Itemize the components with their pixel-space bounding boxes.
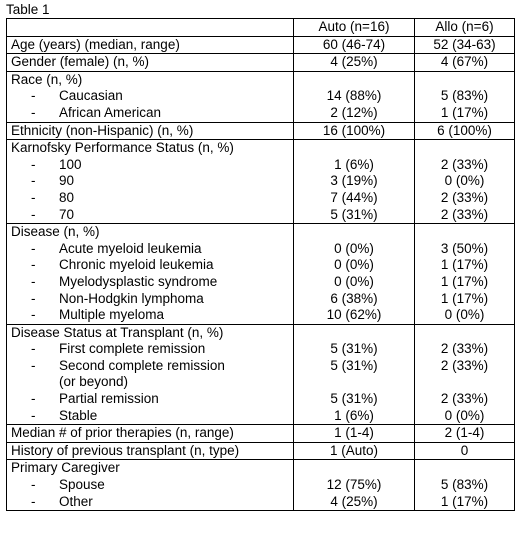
- auto-value: 4 (25%): [330, 54, 378, 70]
- sub-item: [11, 157, 289, 174]
- dash-marker: -: [31, 407, 36, 423]
- allo-value: 2 (33%): [440, 156, 489, 172]
- row-allo-cell: [415, 54, 515, 72]
- sub-item-label: Spouse: [59, 477, 105, 493]
- sub-item: [11, 391, 289, 408]
- allo-value: 2 (1-4): [444, 425, 485, 441]
- dash-marker: -: [31, 257, 36, 273]
- dash-marker: -: [31, 240, 36, 256]
- auto-value: 12 (75%): [326, 477, 382, 493]
- sub-item-label-continuation: (or beyond): [59, 374, 129, 390]
- allo-value: 1 (17%): [440, 257, 489, 273]
- auto-value: 10 (62%): [326, 307, 382, 323]
- auto-value: 0 (0%): [334, 240, 374, 256]
- row-label-cell: [7, 71, 294, 122]
- row-auto-cell: [294, 460, 415, 511]
- patient-characteristics-table: [6, 18, 515, 511]
- allo-value-empty: [419, 224, 510, 241]
- table-row: [7, 140, 515, 224]
- auto-value: 14 (88%): [326, 88, 382, 104]
- sub-item: [11, 274, 289, 291]
- allo-value: 4 (67%): [440, 54, 489, 70]
- section-title: Karnofsky Performance Status (n, %): [11, 140, 234, 156]
- sub-item-label: Non-Hodgkin lymphoma: [59, 290, 204, 306]
- auto-value: 3 (19%): [330, 173, 378, 189]
- sub-item-label: Caucasian: [59, 88, 123, 104]
- row-allo-cell: [415, 36, 515, 54]
- auto-value-empty: [298, 140, 410, 157]
- sub-item-label: Multiple myeloma: [59, 307, 165, 323]
- sub-item-label: 90: [59, 173, 75, 189]
- sub-item: [11, 341, 289, 358]
- row-label-cell: [7, 140, 294, 224]
- auto-value-empty: [298, 460, 410, 477]
- sub-item: [11, 88, 289, 105]
- sub-item: [11, 241, 289, 258]
- auto-value: 1 (1-4): [334, 425, 374, 441]
- dash-marker: -: [31, 290, 36, 306]
- table-row: [7, 425, 515, 443]
- dash-marker: -: [31, 341, 36, 357]
- row-label-cell: [7, 224, 294, 325]
- row-allo-cell: [415, 122, 515, 140]
- allo-value: 5 (83%): [440, 88, 489, 104]
- allo-value: 3 (50%): [440, 240, 489, 256]
- auto-value: 1 (6%): [334, 156, 374, 172]
- allo-value: 5 (83%): [440, 477, 489, 493]
- allo-value: 6 (100%): [437, 122, 492, 138]
- row-auto-cell: [294, 324, 415, 425]
- auto-value-empty: [298, 325, 410, 342]
- allo-value: 2 (33%): [440, 189, 489, 205]
- auto-value: 5 (31%): [330, 206, 378, 222]
- table-row: [7, 36, 515, 54]
- table-header-row: [7, 19, 515, 37]
- auto-value: 1 (6%): [334, 407, 374, 423]
- dash-marker: -: [31, 156, 36, 172]
- auto-value: 16 (100%): [322, 122, 386, 138]
- sub-item-label: 100: [59, 156, 82, 172]
- dash-marker: -: [31, 189, 36, 205]
- auto-value-empty: [298, 224, 410, 241]
- sub-item: [11, 105, 289, 122]
- allo-value: 2 (33%): [440, 391, 489, 407]
- section-title: Race (n, %): [11, 71, 83, 87]
- dash-marker: -: [31, 477, 36, 493]
- section-title: Age (years) (median, range): [11, 36, 180, 52]
- allo-value: 2 (33%): [440, 357, 489, 373]
- section-title: Disease (n, %): [11, 224, 100, 240]
- allo-value-empty: [419, 140, 510, 157]
- row-allo-cell: [415, 425, 515, 443]
- allo-value-empty: [419, 374, 510, 391]
- allo-value: 2 (33%): [440, 341, 489, 357]
- auto-value: 1 (Auto): [329, 442, 379, 458]
- allo-value: 52 (34-63): [433, 36, 496, 52]
- table-row: [7, 54, 515, 72]
- dash-marker: -: [31, 104, 36, 120]
- row-auto-cell: [294, 425, 415, 443]
- dash-marker: -: [31, 307, 36, 323]
- auto-value: 7 (44%): [330, 189, 378, 205]
- sub-item-label: Other: [59, 493, 93, 509]
- section-title: Gender (female) (n, %): [11, 54, 150, 70]
- sub-item: [11, 207, 289, 224]
- row-label-cell: [7, 122, 294, 140]
- row-auto-cell: [294, 224, 415, 325]
- section-title: Primary Caregiver: [11, 460, 120, 476]
- allo-value-empty: [419, 325, 510, 342]
- row-auto-cell: [294, 36, 415, 54]
- dash-marker: -: [31, 493, 36, 509]
- sub-item-label: 80: [59, 189, 75, 205]
- row-allo-cell: [415, 460, 515, 511]
- table-row: [7, 460, 515, 511]
- row-label-cell: [7, 425, 294, 443]
- row-label-cell: [7, 54, 294, 72]
- sub-item-label: 70: [59, 206, 75, 222]
- sub-item: [11, 358, 289, 375]
- row-auto-cell: [294, 54, 415, 72]
- auto-value-empty: [298, 72, 410, 89]
- auto-value: 6 (38%): [330, 290, 378, 306]
- table-row: [7, 224, 515, 325]
- section-title: Median # of prior therapies (n, range): [11, 425, 234, 441]
- dash-marker: -: [31, 173, 36, 189]
- auto-value: 4 (25%): [330, 493, 378, 509]
- row-label-cell: [7, 460, 294, 511]
- table-row: [7, 122, 515, 140]
- row-label-cell: [7, 324, 294, 425]
- header-cell-label: [7, 19, 294, 37]
- allo-value: 1 (17%): [440, 493, 489, 509]
- section-title: History of previous transplant (n, type): [11, 442, 240, 458]
- allo-value: 0: [460, 442, 469, 458]
- table-body: [7, 19, 515, 511]
- allo-value: 1 (17%): [440, 104, 489, 120]
- table-row: [7, 324, 515, 425]
- header-cell-allo: Allo (n=6): [415, 19, 515, 37]
- row-label-cell: [7, 442, 294, 460]
- auto-value: 0 (0%): [334, 273, 374, 289]
- sub-item: [11, 190, 289, 207]
- sub-item: [11, 291, 289, 308]
- auto-value-empty: [298, 374, 410, 391]
- auto-value: 0 (0%): [334, 257, 374, 273]
- allo-value: 0 (0%): [444, 407, 485, 423]
- table-row: [7, 442, 515, 460]
- sub-item-label: Second complete remission: [59, 357, 225, 373]
- allo-value: 2 (33%): [440, 206, 489, 222]
- sub-item: [11, 173, 289, 190]
- row-allo-cell: [415, 140, 515, 224]
- allo-value: 0 (0%): [444, 307, 485, 323]
- dash-marker: -: [31, 206, 36, 222]
- sub-item-label: Stable: [59, 407, 98, 423]
- auto-value: 60 (46-74): [322, 36, 386, 52]
- header-cell-auto: Auto (n=16): [294, 19, 415, 37]
- table-caption: Table 1: [6, 2, 50, 17]
- allo-value-empty: [419, 460, 510, 477]
- allo-value-empty: [419, 72, 510, 89]
- auto-value: 5 (31%): [330, 341, 378, 357]
- dash-marker: -: [31, 391, 36, 407]
- sub-item-label: African American: [59, 104, 162, 120]
- auto-value: 2 (12%): [330, 104, 378, 120]
- row-allo-cell: [415, 71, 515, 122]
- sub-item-label: First complete remission: [59, 341, 206, 357]
- sub-item: [11, 408, 289, 425]
- row-auto-cell: [294, 122, 415, 140]
- auto-value: 5 (31%): [330, 391, 378, 407]
- sub-item: [11, 494, 289, 511]
- row-label-cell: [7, 36, 294, 54]
- section-title: Disease Status at Transplant (n, %): [11, 324, 224, 340]
- row-auto-cell: [294, 140, 415, 224]
- section-title: Ethnicity (non-Hispanic) (n, %): [11, 122, 194, 138]
- allo-value: 1 (17%): [440, 290, 489, 306]
- row-allo-cell: [415, 442, 515, 460]
- row-allo-cell: [415, 224, 515, 325]
- dash-marker: -: [31, 88, 36, 104]
- table-row: [7, 71, 515, 122]
- sub-item-label: Myelodysplastic syndrome: [59, 273, 218, 289]
- sub-item-label: Chronic myeloid leukemia: [59, 257, 214, 273]
- row-auto-cell: [294, 442, 415, 460]
- sub-item: [11, 257, 289, 274]
- sub-item-label: Acute myeloid leukemia: [59, 240, 202, 256]
- dash-marker: -: [31, 357, 36, 373]
- auto-value: 5 (31%): [330, 357, 378, 373]
- sub-item: [11, 307, 289, 324]
- dash-marker: -: [31, 273, 36, 289]
- allo-value: 1 (17%): [440, 273, 489, 289]
- sub-item-label: Partial remission: [59, 391, 159, 407]
- sub-item: [11, 477, 289, 494]
- row-auto-cell: [294, 71, 415, 122]
- allo-value: 0 (0%): [444, 173, 485, 189]
- row-allo-cell: [415, 324, 515, 425]
